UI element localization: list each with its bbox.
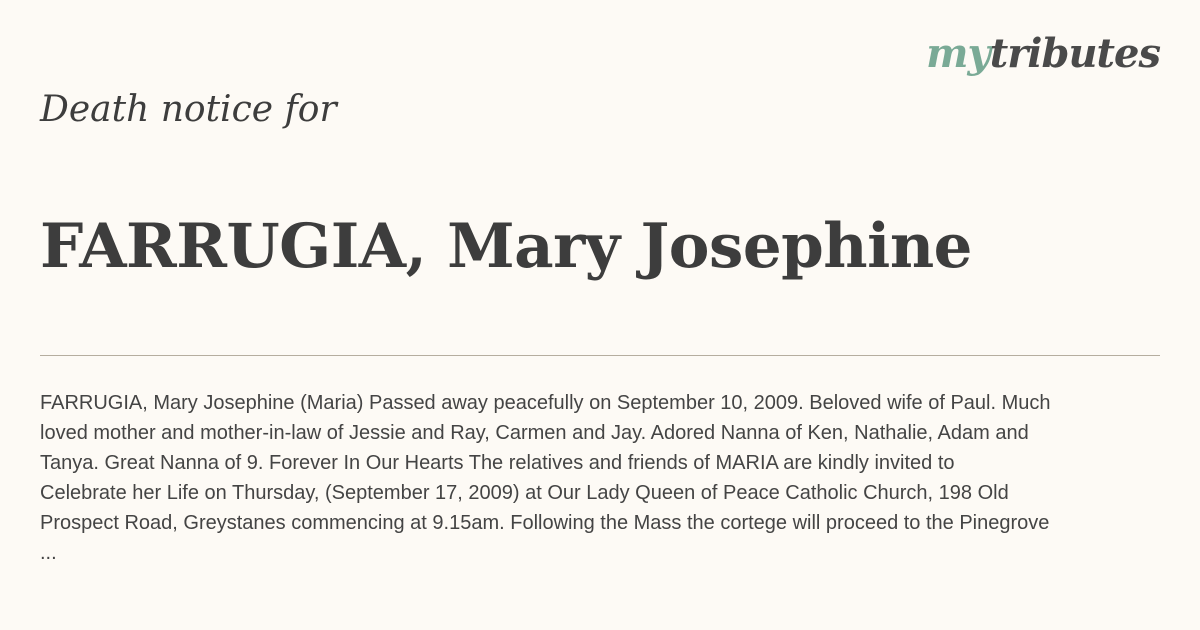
section-divider [40,355,1160,356]
mytributes-logo[interactable] [926,30,1160,77]
notice-body: FARRUGIA, Mary Josephine (Maria) Passed away peacefully on September 10, 2009. Beloved wife of Paul. Much loved mother and mother-in-law of Jessie and Ray, Carmen and Jay. Adored Nanna of Ken, Nathalie, Adam and Tanya. Great Nanna of 9. Forever In Our Hearts The relatives and friends of MARIA are kindly invited to Celebrate her Life on Thursday, (September 17, 2009) at Our Lady Queen of Peace Catholic Church, 198 Old Prospect Road, Greystanes commencing at 9.15am. Following the Mass the cortege will proceed to the Pinegrove ... [40,392,1051,564]
deceased-name: FARRUGIA, Mary Josephine [40,211,972,282]
logo-prefix: my [926,30,990,77]
notice-eyebrow: Death notice for [40,89,337,130]
logo-suffix: tributes [989,30,1160,77]
